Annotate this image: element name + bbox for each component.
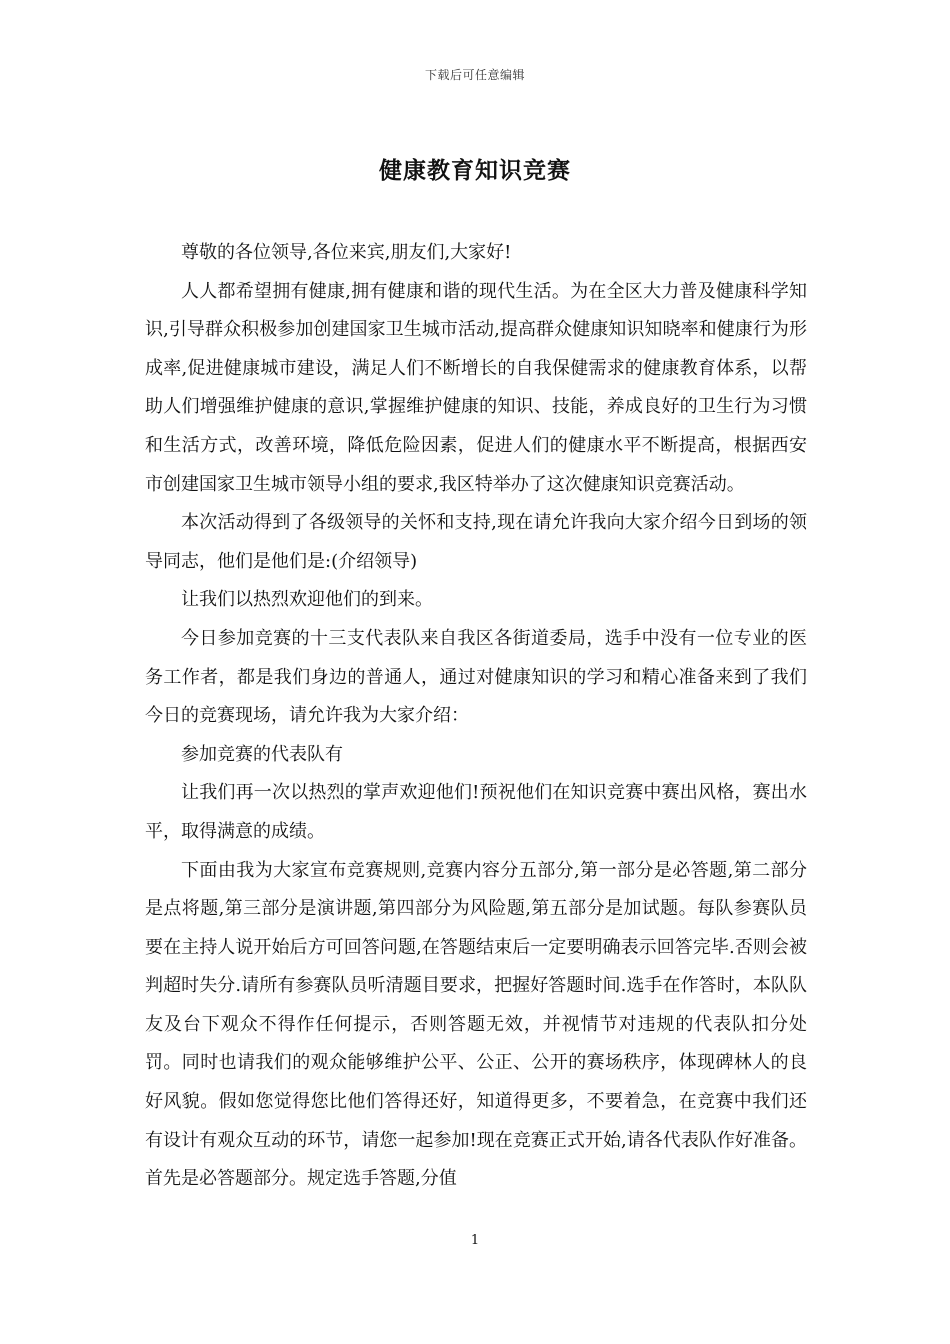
paragraph-team-list: 参加竞赛的代表队有: [181, 743, 343, 765]
paragraph-greeting: 尊敬的各位领导,各位来宾,朋友们,大家好!: [181, 242, 512, 263]
paragraph-introduction: 人人都希望拥有健康,拥有健康和谐的现代生活。为在全区大力普及健康科学知识,引导群众积极参加创建国家卫生城市活动,提高群众健康知识知晓率和健康行为形成率,促进健康城市建设，满足人们不断增长的自我保健需求的健康教育体系，以帮助人们增强维护健康的意识,掌握维护健康的知识、技能，养成良好的卫生行为习惯和生活方式，改善环境，降低危险因素，促进人们的健康水平不断提高，根据西安市创建国家卫生城市领导小组的要求,我区特举办了这次健康知识竞赛活动。: [145, 280, 807, 495]
paragraph-applause: 让我们再一次以热烈的掌声欢迎他们!预祝他们在知识竞赛中赛出风格，赛出水平，取得满意的成绩。: [145, 782, 807, 842]
page-header-note: 下载后可任意编辑: [424, 68, 525, 82]
document-title: 健康教育知识竞赛: [379, 157, 571, 184]
paragraph-rules: 下面由我为大家宣布竞赛规则,竞赛内容分五部分,第一部分是必答题,第二部分是点将题,第三部分是演讲题,第四部分为风险题,第五部分是加试题。每队参赛队员要在主持人说开始后方可回答问题,在答题结束后一定要明确表示回答完毕.否则会被判超时失分.请所有参赛队员听清题目要求，把握好答题时间.选手在作答时，本队队友及台下观众不得作任何提示，否则答题无效，并视情节对违规的代表队扣分处罚。同时也请我们的观众能够维护公平、公正、公开的赛场秩序，体现碑林人的良好风貌。假如您觉得您比他们答得还好，知道得更多，不要着急，在竞赛中我们还有设计有观众互动的环节，请您一起参加!现在竞赛正式开始,请各代表队作好准备。首先是必答题部分。规定选手答题,分值: [145, 859, 807, 1190]
paragraph-welcome: 让我们以热烈欢迎他们的到来。: [181, 589, 433, 611]
paragraph-leaders: 本次活动得到了各级领导的关怀和支持,现在请允许我向大家介绍今日到场的领导同志，他们是他们是:(介绍领导): [145, 512, 807, 572]
paragraph-teams: 今日参加竞赛的十三支代表队来自我区各街道委局，选手中没有一位专业的医务工作者，都是我们身边的普通人，通过对健康知识的学习和精心准备来到了我们今日的竞赛现场，请允许我为大家介绍：: [145, 627, 807, 727]
document-body: [145, 234, 807, 1199]
page-number: 1: [470, 1233, 480, 1248]
